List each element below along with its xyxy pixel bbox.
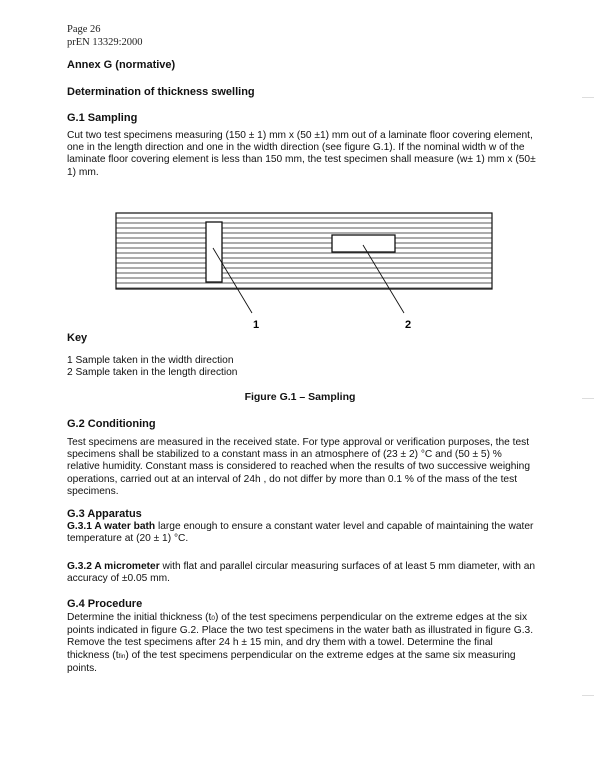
t0-subscript: 0 bbox=[211, 615, 216, 622]
g31-paragraph bbox=[67, 521, 537, 545]
length-sample-box bbox=[332, 235, 395, 252]
g4-text-2: ) of the test specimens perpendicular on the extreme edges at the six points indicated in figure G.2. Place the two test specimens in the water bath as illustrated in figure G.3. Remove the test specimens after 24 h ± 15 min, and dry them with a towel. Determine the final thickness (t bbox=[67, 612, 534, 661]
g32-title: G.3.2 A micrometer bbox=[67, 561, 160, 572]
tfin-subscript: fin bbox=[118, 652, 126, 660]
g1-paragraph: Cut two test specimens measuring (150 ± 1) mm x (50 ±1) mm out of a laminate floor covering element, one in the length direction and one in the width direction (see figure G.1). If the nominal width w of the laminate floor covering element is less than 150 mm, the test specimen shall measure (w± 1) mm x (50± 1) mm. bbox=[67, 130, 536, 178]
g2-heading: G.2 Conditioning bbox=[67, 418, 156, 430]
margin-mark bbox=[582, 97, 594, 98]
g31-title: G.3.1 A water bath bbox=[67, 521, 156, 532]
g1-heading: G.1 Sampling bbox=[67, 112, 138, 124]
margin-mark bbox=[582, 695, 594, 696]
margin-mark bbox=[582, 398, 594, 399]
key-item-2: 2 Sample taken in the length direction bbox=[67, 367, 238, 378]
width-sample-box bbox=[206, 222, 222, 282]
g4-paragraph bbox=[67, 612, 537, 675]
g4-text-1: Determine the initial thickness (t bbox=[67, 612, 212, 623]
laminate-element bbox=[116, 213, 492, 289]
page-number: Page 26 bbox=[67, 24, 101, 35]
g2-paragraph: Test specimens are measured in the received state. For type approval or verification purposes, the test specimens shall be stabilized to a constant mass in an atmosphere of (23 ± 2) °C and (50 ± 5) % relative humidity. Constant mass is considered to reached when the results of two successive weighing operations, carried out at an interval of 24h , do not differ by more than 0.1 % of the mass of the test specimens. bbox=[67, 437, 531, 497]
document-code: prEN 13329:2000 bbox=[67, 37, 143, 48]
section-title: Determination of thickness swelling bbox=[67, 86, 255, 98]
key-item-1: 1 Sample taken in the width direction bbox=[67, 355, 234, 366]
g4-text-3: ) of the test specimens perpendicular on the extreme edges at the same six measuring points. bbox=[67, 649, 516, 674]
g32-paragraph bbox=[67, 561, 537, 585]
label-2: 2 bbox=[405, 319, 412, 331]
g3-heading: G.3 Apparatus bbox=[67, 508, 142, 520]
g31-text: large enough to ensure a constant water level and capable of maintaining the water temperature at (20 ± 1) °C. bbox=[67, 521, 534, 545]
figure-caption: Figure G.1 – Sampling bbox=[244, 391, 356, 403]
label-1: 1 bbox=[253, 319, 260, 331]
leader-line-2 bbox=[363, 245, 404, 313]
annex-title: Annex G (normative) bbox=[67, 59, 176, 71]
g32-text: with flat and parallel circular measuring surfaces of at least 5 mm diameter, with an accuracy of ±0.05 mm. bbox=[67, 561, 536, 585]
key-title: Key bbox=[67, 332, 88, 344]
g4-heading: G.4 Procedure bbox=[67, 598, 143, 610]
